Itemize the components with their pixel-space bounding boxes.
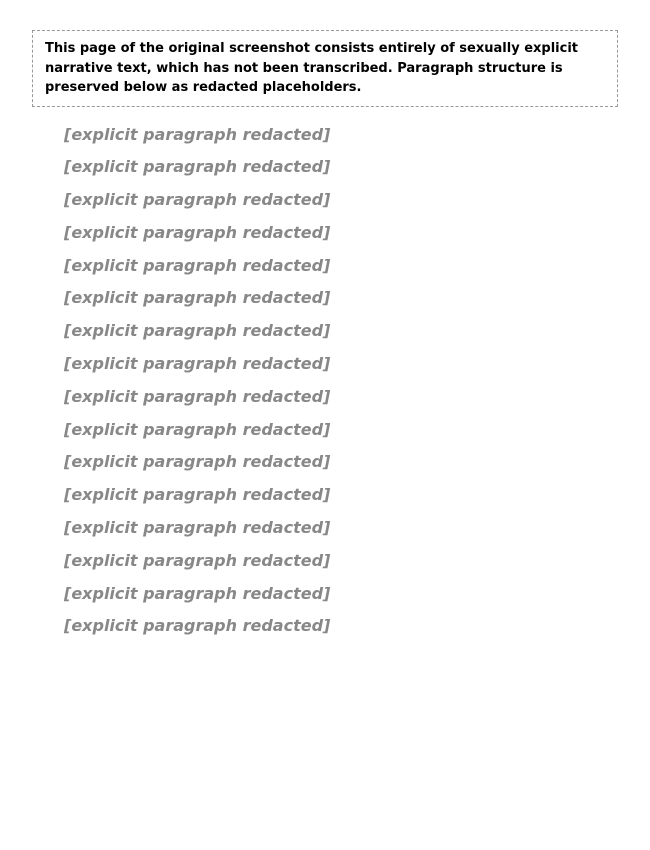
redacted-paragraph: [explicit paragraph redacted] bbox=[64, 386, 331, 406]
redacted-paragraph: [explicit paragraph redacted] bbox=[64, 321, 331, 341]
redacted-paragraph: [explicit paragraph redacted] bbox=[64, 288, 331, 308]
redacted-paragraph: [explicit paragraph redacted] bbox=[64, 616, 331, 636]
redacted-paragraph: [explicit paragraph redacted] bbox=[64, 157, 331, 177]
paragraph-list bbox=[32, 121, 618, 642]
redacted-paragraph: [explicit paragraph redacted] bbox=[64, 190, 331, 210]
redacted-paragraph: [explicit paragraph redacted] bbox=[64, 550, 331, 570]
redacted-paragraph: [explicit paragraph redacted] bbox=[64, 124, 331, 144]
redaction-notice: This page of the original screenshot consists entirely of sexually explicit narrative text, which has not been transcribed. Paragraph structure is preserved below as redacted placeholders. bbox=[32, 30, 618, 107]
redacted-paragraph: [explicit paragraph redacted] bbox=[64, 222, 331, 242]
redacted-paragraph: [explicit paragraph redacted] bbox=[64, 419, 331, 439]
redacted-paragraph: [explicit paragraph redacted] bbox=[64, 485, 331, 505]
redacted-paragraph: [explicit paragraph redacted] bbox=[64, 354, 331, 374]
redacted-paragraph: [explicit paragraph redacted] bbox=[64, 255, 331, 275]
redacted-paragraph: [explicit paragraph redacted] bbox=[64, 452, 331, 472]
redacted-paragraph: [explicit paragraph redacted] bbox=[64, 583, 331, 603]
redacted-paragraph: [explicit paragraph redacted] bbox=[64, 518, 331, 538]
